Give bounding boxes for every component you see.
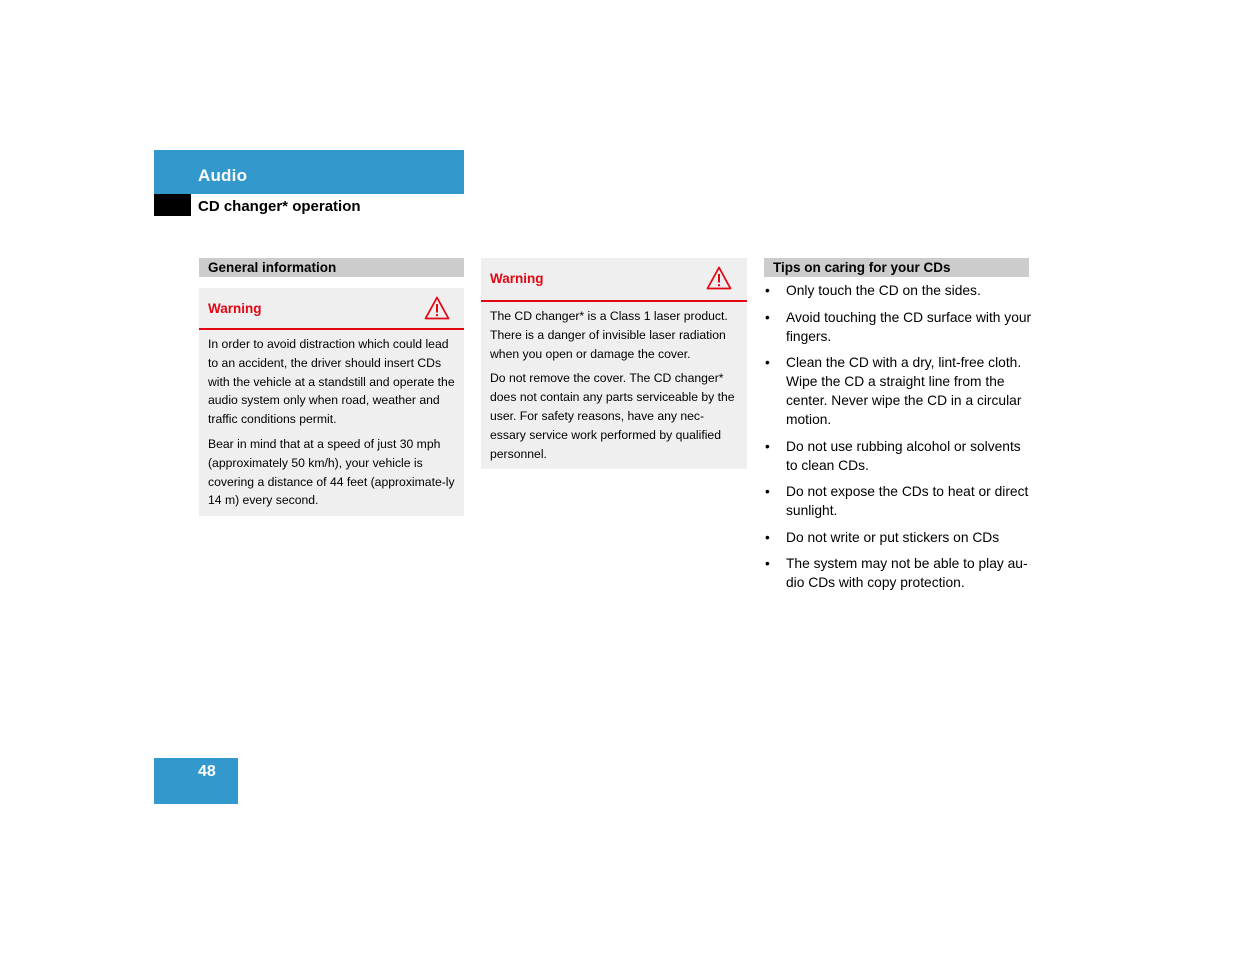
list-item-text: Only touch the CD on the sides. (786, 283, 981, 298)
bullet-icon: • (765, 355, 770, 370)
warning-paragraph: The CD changer* is a Class 1 laser product. There is a danger of invisible laser radiation when you open or damage the cover. (490, 309, 728, 361)
bullet-icon: • (765, 556, 770, 571)
bullet-icon: • (765, 529, 770, 545)
bullet-icon: • (765, 283, 770, 298)
warning-body (199, 330, 464, 516)
warning-body (481, 302, 747, 469)
tips-list (764, 281, 1034, 600)
bullet-icon: • (765, 438, 770, 454)
warning-triangle-icon (424, 296, 450, 320)
bullet-icon: • (765, 309, 770, 325)
page-number-box (154, 758, 238, 804)
section-heading-general-information: General information (199, 258, 464, 277)
section-marker-tab (154, 194, 191, 216)
list-item (764, 353, 1034, 429)
list-item-text: Do not expose the CDs to heat or direct sunlight. (786, 484, 1029, 518)
chapter-title: Audio (198, 166, 248, 185)
section-heading-tips: Tips on caring for your CDs (764, 258, 1029, 277)
list-item-text: Do not write or put stickers on CDs (786, 529, 1000, 545)
list-item (764, 281, 1034, 300)
warning-header (199, 288, 464, 330)
list-item (764, 482, 1034, 520)
warning-header (481, 258, 747, 302)
warning-label: Warning (490, 271, 544, 286)
list-item (764, 308, 1034, 346)
list-item (764, 528, 1034, 547)
chapter-header-band (154, 150, 464, 194)
list-item (764, 554, 1034, 592)
warning-paragraph: In order to avoid distraction which could lead to an accident, the driver should insert CDs with the vehicle at a standstill and operate the audio system only when road, weather and traffic conditions permit. (208, 337, 455, 427)
warning-label: Warning (208, 301, 262, 316)
page-subtitle: CD changer* operation (198, 198, 361, 215)
list-item-text: Do not use rubbing alcohol or solvents to clean CDs. (786, 438, 1021, 473)
warning-paragraph: Do not remove the cover. The CD changer* does not contain any parts serviceable by the user. For safety reasons, have any nec-essary service work performed by qualified personnel. (490, 371, 735, 461)
warning-triangle-icon (706, 266, 732, 290)
warning-box-distraction (199, 288, 464, 516)
page-number: 48 (198, 763, 216, 780)
bullet-icon: • (765, 484, 770, 499)
warning-box-laser (481, 258, 747, 469)
warning-paragraph: Bear in mind that at a speed of just 30 mph (approximately 50 km/h), your vehicle is covering a distance of 44 feet (approximate-ly 14 m) every second. (208, 436, 455, 508)
list-item-text: The system may not be able to play au-dio CDs with copy protection. (786, 556, 1028, 590)
list-item (764, 437, 1034, 475)
list-item-text: Avoid touching the CD surface with your fingers. (786, 309, 1032, 344)
list-item-text: Clean the CD with a dry, lint-free cloth. Wipe the CD a straight line from the center. Never wipe the CD in a circular motion. (786, 355, 1022, 427)
